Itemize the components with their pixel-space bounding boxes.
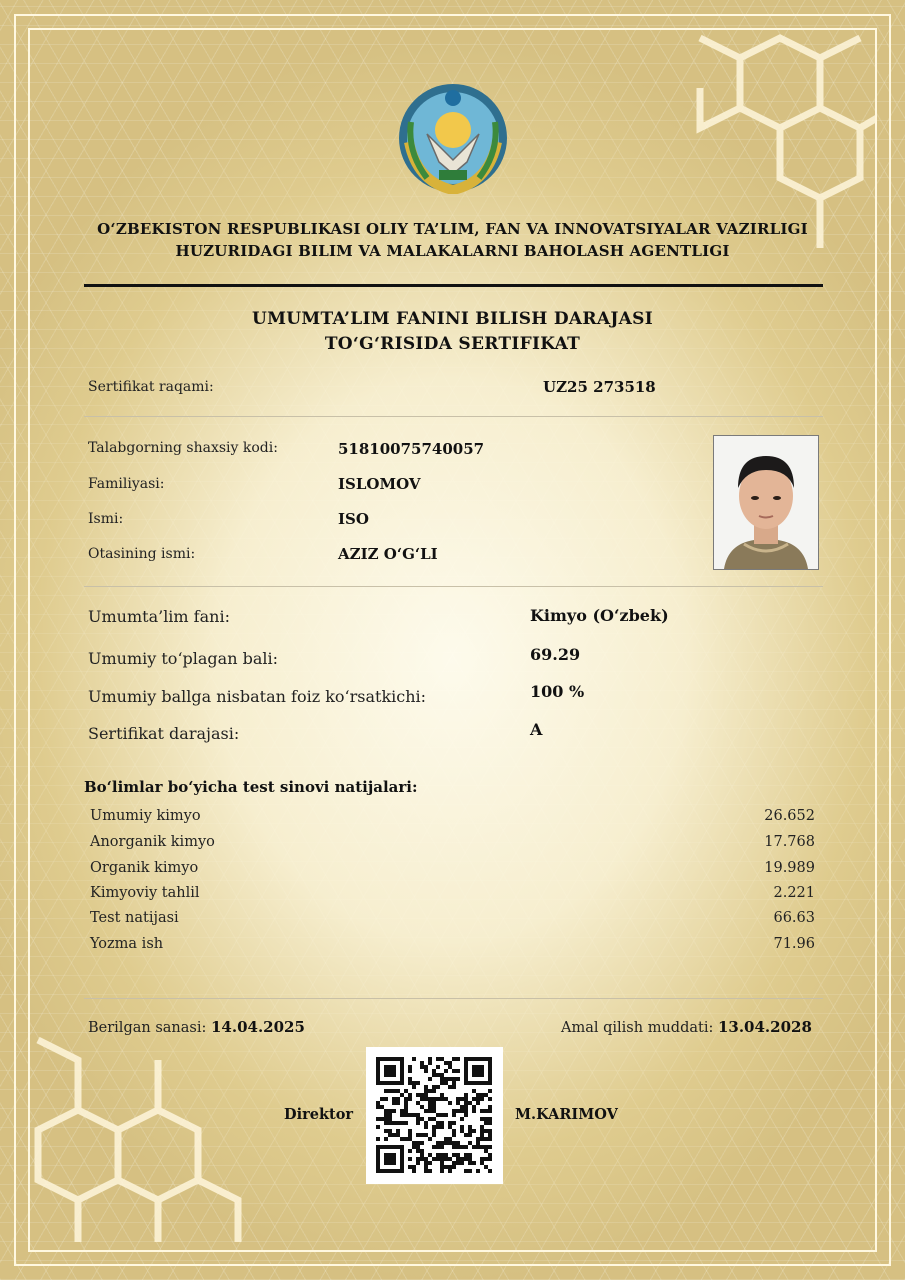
- director-name: M.KARIMOV: [515, 1106, 618, 1123]
- score: 69.29: [530, 645, 581, 664]
- certificate-title-line1: UMUMTA’LIM FANINI BILISH DARAJASI: [252, 309, 653, 329]
- patronymic: AZIZ O‘G‘LI: [338, 545, 438, 563]
- grade-label: Sertifikat darajasi:: [88, 724, 240, 743]
- surname-label: Familiyasi:: [88, 476, 165, 492]
- divider: [84, 586, 823, 587]
- result-name: Test natijasi: [90, 910, 179, 926]
- result-value: 2.221: [773, 885, 815, 901]
- result-row: [90, 808, 815, 834]
- result-name: Anorganik kimyo: [90, 834, 215, 850]
- score-label: Umumiy to‘plagan bali:: [88, 649, 278, 668]
- grade: A: [530, 720, 543, 739]
- result-row: [90, 910, 815, 936]
- result-row: [90, 885, 815, 911]
- divider: [84, 416, 823, 417]
- valid-date: 13.04.2028: [717, 1018, 812, 1036]
- section-results-title: Bo‘limlar bo‘yicha test sinovi natijalari:: [84, 778, 418, 796]
- agency-header-line2: HUZURIDAGI BILIM VA MALAKALARNI BAHOLASH AGENTLIGI: [175, 242, 730, 260]
- issue-date: 14.04.2025: [210, 1018, 305, 1036]
- result-name: Kimyoviy tahlil: [90, 885, 200, 901]
- result-row: [90, 860, 815, 886]
- result-value: 17.768: [764, 834, 815, 850]
- certificate-title-line2: TO‘G‘RISIDA SERTIFIKAT: [324, 334, 581, 354]
- valid-date-block: [561, 1018, 812, 1036]
- personal-code-label: Talabgorning shaxsiy kodi:: [88, 440, 278, 456]
- result-name: Yozma ish: [90, 936, 164, 952]
- certificate-number-label: Sertifikat raqami:: [88, 379, 214, 395]
- personal-code: 51810075740057: [338, 440, 485, 458]
- issue-date-block: [88, 1018, 305, 1036]
- header-divider: [84, 284, 823, 287]
- valid-date-label: Amal qilish muddati:: [561, 1020, 714, 1036]
- result-row: [90, 936, 815, 962]
- person-photo: [713, 435, 819, 570]
- director-title: Direktor: [284, 1106, 354, 1123]
- subject-label: Umumta’lim fani:: [88, 607, 230, 626]
- percent: 100 %: [530, 682, 585, 701]
- patronymic-label: Otasining ismi:: [88, 546, 196, 562]
- result-value: 71.96: [773, 936, 815, 952]
- divider: [84, 998, 823, 999]
- first-name-label: Ismi:: [88, 511, 124, 527]
- result-name: Umumiy kimyo: [90, 808, 201, 824]
- agency-header-line1: O‘ZBEKISTON RESPUBLIKASI OLIY TA’LIM, FAN VA INNOVATSIYALAR VAZIRLIGI: [97, 220, 808, 238]
- percent-label: Umumiy ballga nisbatan foiz ko‘rsatkichi:: [88, 687, 427, 706]
- result-value: 19.989: [764, 860, 815, 876]
- subject: Kimyo (O‘zbek): [530, 606, 669, 625]
- issue-date-label: Berilgan sanasi:: [88, 1020, 207, 1036]
- certificate-number: UZ25 273518: [543, 378, 656, 396]
- surname: ISLOMOV: [338, 475, 421, 493]
- result-value: 66.63: [773, 910, 815, 926]
- state-emblem-icon: [397, 82, 509, 194]
- ornament-bottom-left: [28, 1010, 258, 1252]
- result-row: [90, 834, 815, 860]
- result-name: Organik kimyo: [90, 860, 199, 876]
- qr-code-icon[interactable]: [366, 1047, 503, 1184]
- result-value: 26.652: [764, 808, 815, 824]
- first-name: ISO: [338, 510, 369, 528]
